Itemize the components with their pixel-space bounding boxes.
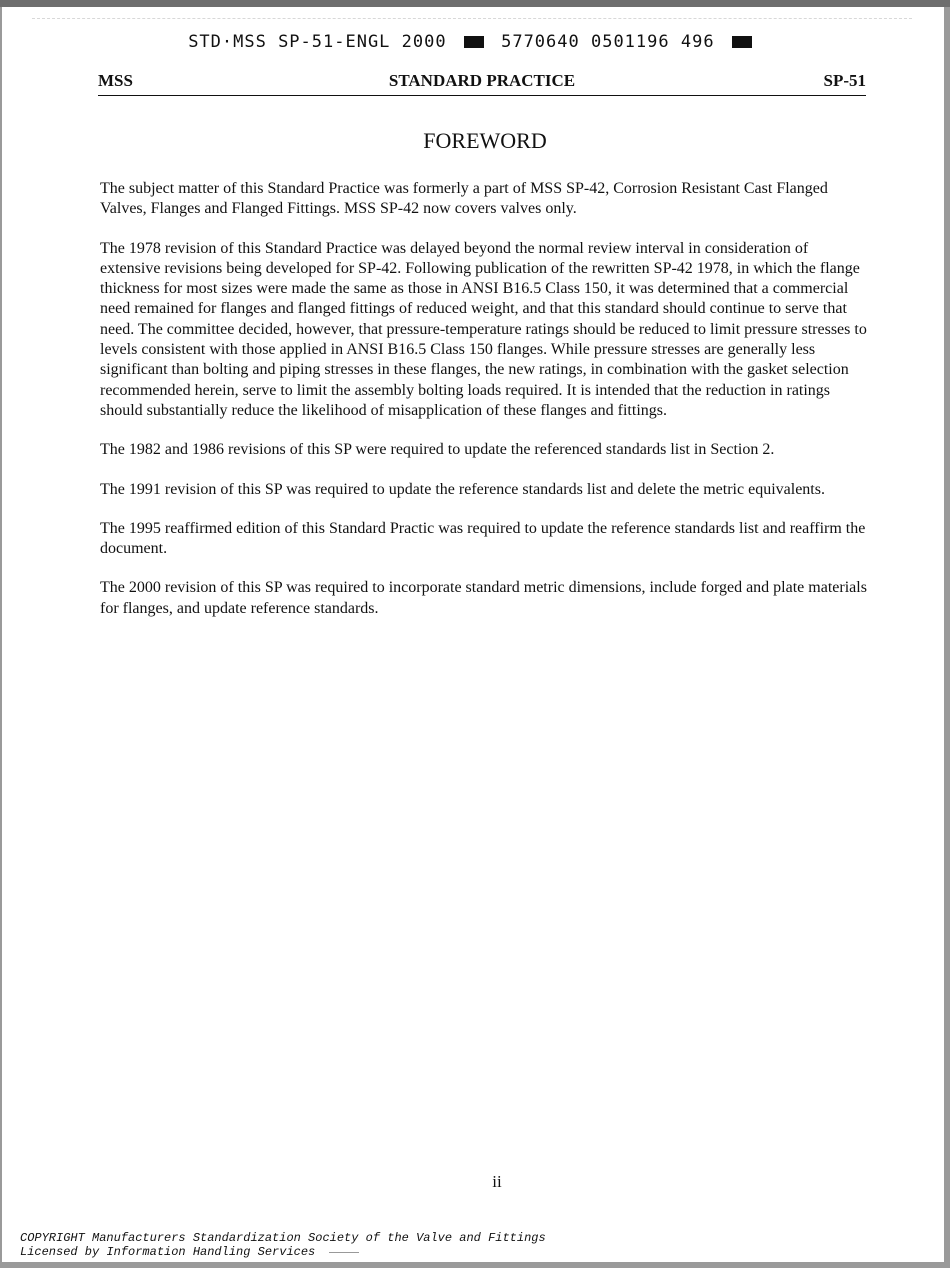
- document-page: [2, 7, 944, 1262]
- paragraph: The 1978 revision of this Standard Practice was delayed beyond the normal review interval in consideration of extensive revisions being developed for SP-42. Following publication of the rewritten SP-42 1978, in which the flange thickness for most sizes were made the same as those in ANSI B16.5 Class 150, it was determined that a commercial need remained for flanges and flanged fittings of reduced weight, and that this standard should continue to serve that need. The committee decided, however, that pressure-temperature ratings should be reduced to limit pressure stresses to levels consistent with those applied in ANSI B16.5 Class 150 flanges. While pressure stresses are generally less significant than bolting and piping stresses in these flanges, the new ratings, in combination with the gasket selection recommended herein, serve to limit the assembly bolting loads required. It is intended that the reduction in ratings should substantially reduce the likelihood of misapplication of these flanges and fittings.: [100, 239, 867, 419]
- page-title: FOREWORD: [423, 128, 547, 153]
- viewer-top-bar: [0, 0, 950, 7]
- copyright-footer: [20, 1231, 546, 1259]
- footer-rule: [329, 1252, 359, 1253]
- paragraph: The 2000 revision of this SP was required to incorporate standard metric dimensions, include forged and plate materials for flanges, and update reference standards.: [100, 579, 867, 617]
- scan-block-mark: [464, 36, 484, 48]
- scan-header-line: [2, 32, 944, 52]
- scan-noise: [32, 18, 912, 23]
- scan-doc-code: STD·MSS SP-51-ENGL 2000: [188, 32, 447, 52]
- paragraph: The 1995 reaffirmed edition of this Standard Practic was required to update the reference standards list and reaffirm the document.: [100, 519, 866, 558]
- paragraph: The subject matter of this Standard Practice was formerly a part of MSS SP-42, Corrosion Resistant Cast Flanged Valves, Flanges and Flanged Fittings. MSS SP-42 now covers valves only.: [100, 180, 828, 218]
- header-center: STANDARD PRACTICE: [388, 71, 576, 90]
- page-number: ii: [492, 1172, 502, 1191]
- header-right: SP-51: [823, 71, 866, 90]
- paragraph: The 1991 revision of this SP was required to update the reference standards list and delete the metric equivalents.: [100, 480, 825, 498]
- footer-line-2: [20, 1245, 546, 1259]
- running-header: [98, 71, 866, 96]
- header-left: MSS: [98, 71, 133, 90]
- footer-line-1: COPYRIGHT Manufacturers Standardization Society of the Valve and Fittings: [20, 1231, 546, 1245]
- foreword-body: [100, 179, 868, 638]
- scan-block-mark: [732, 36, 752, 48]
- footer-line-2-text: Licensed by Information Handling Services: [20, 1245, 316, 1259]
- paragraph: The 1982 and 1986 revisions of this SP were required to update the referenced standards list in Section 2.: [100, 441, 775, 459]
- scan-numbers: 5770640 0501196 496: [501, 32, 715, 52]
